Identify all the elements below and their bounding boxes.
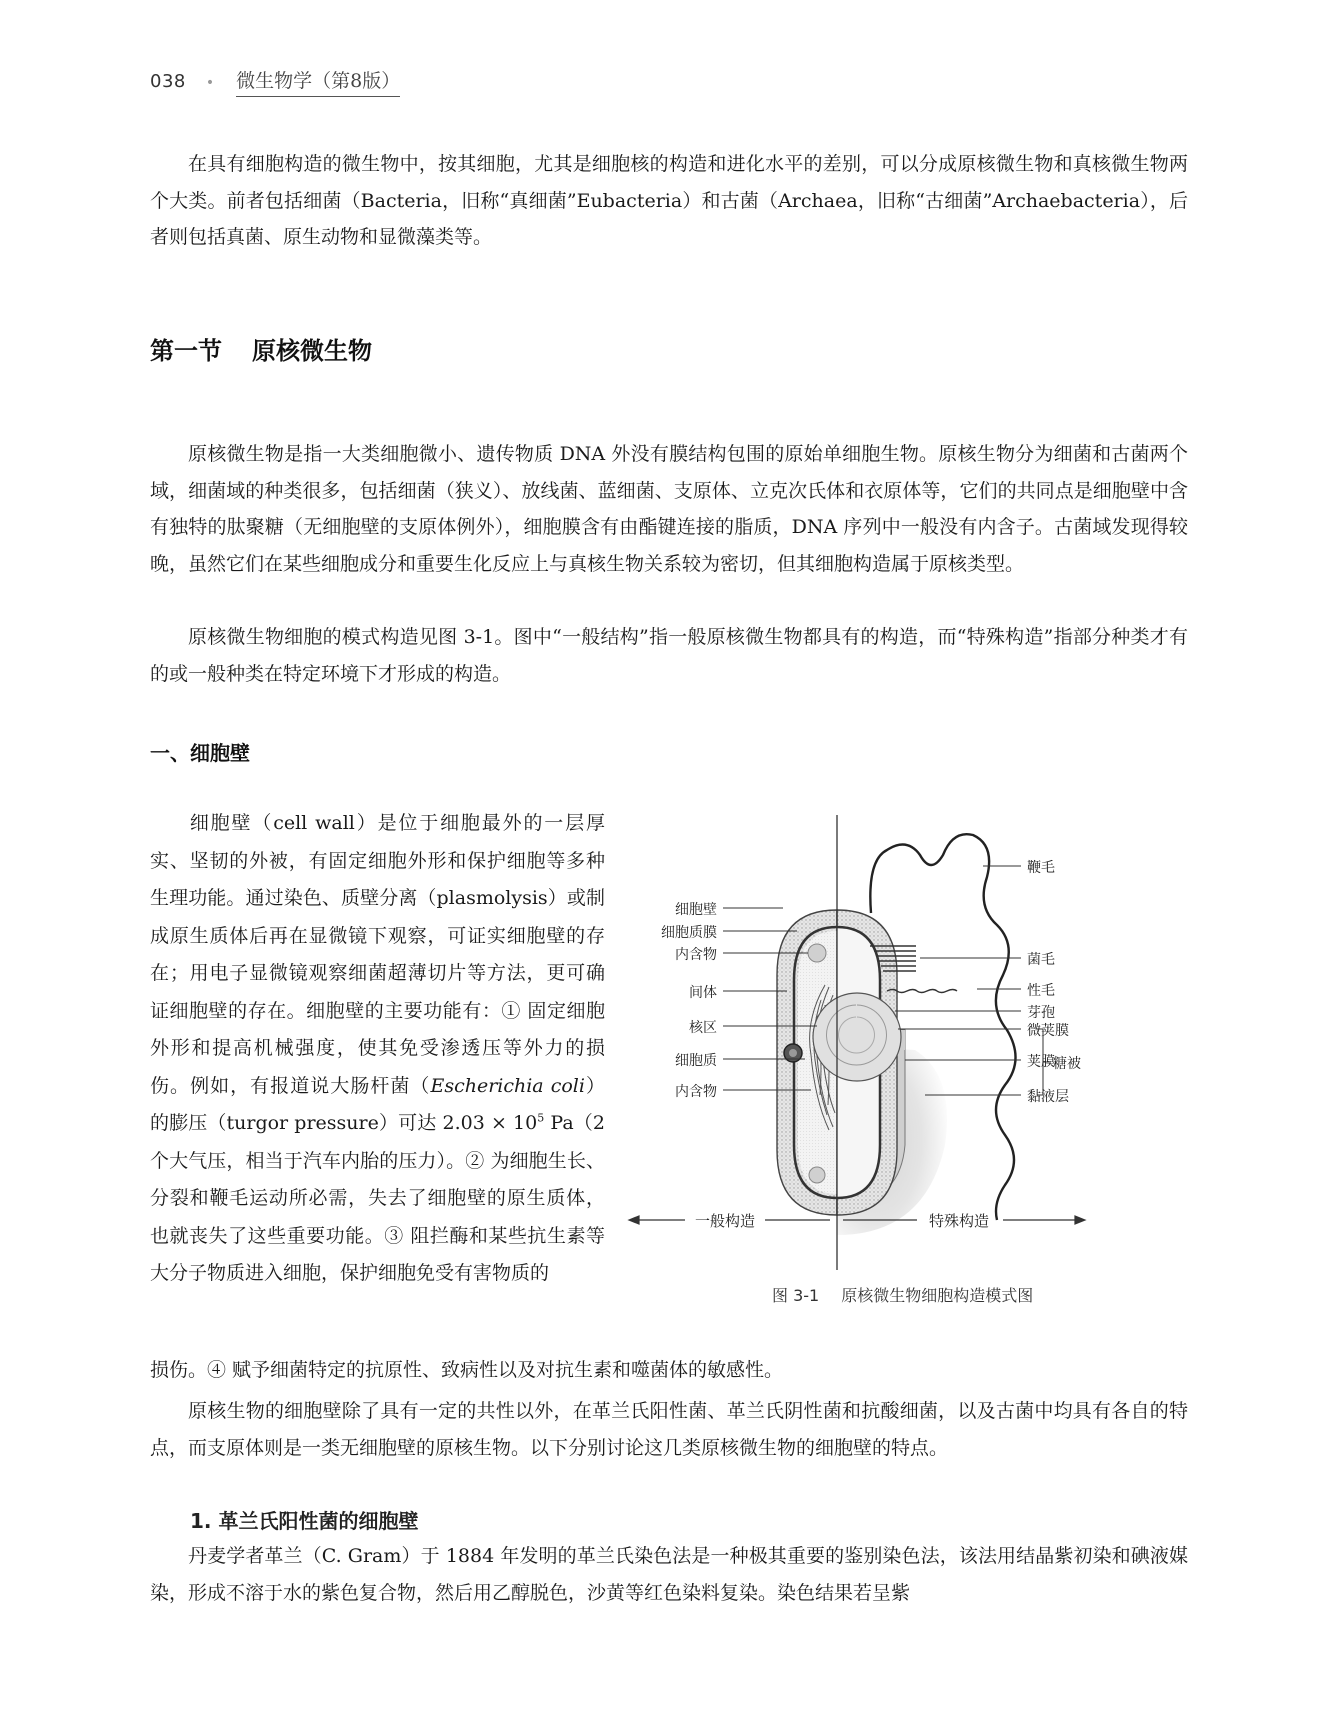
inclusion-bottom: [809, 1167, 825, 1183]
label-microcapsule: 微荚膜: [1027, 1023, 1069, 1039]
label-special-structure: 特殊构造: [925, 1210, 993, 1231]
subsubsection-heading: 1. 革兰氏阳性菌的细胞壁: [190, 1509, 419, 1533]
section-number: 第一节: [150, 337, 222, 365]
exponent: 5: [537, 1111, 545, 1125]
section-heading: [150, 331, 372, 366]
cell-wall-paragraph-2: 原核生物的细胞壁除了具有一定的共性以外，在革兰氏阳性菌、革兰氏阴性菌和抗酸细菌，以及古菌中均具有各自的特点，而支原体则是一类无细胞壁的原核生物。以下分别讨论这几类原核微生物的细胞壁的特点。: [150, 1400, 1188, 1459]
cell-structure-figure: [625, 815, 1105, 1285]
label-cytoplasm: 细胞质: [675, 1053, 717, 1069]
subsection-heading: 一、细胞壁: [150, 741, 250, 765]
label-fimbriae: 菌毛: [1027, 952, 1055, 968]
section-title: 原核微生物: [252, 337, 372, 365]
label-inclusion-top: 内含物: [675, 947, 717, 963]
header-separator: •: [205, 75, 215, 91]
label-flagellum: 鞭毛: [1027, 860, 1055, 876]
cell-wall-text-1: 细胞壁（cell wall）是位于细胞最外的一层厚实、坚韧的外被，有固定细胞外形和保护细胞等多种生理功能。通过染色、质壁分离（plasmolysis）或制成原生质体后再在显微镜下观察，可证实细胞壁的存在；用电子显微镜观察细菌超薄切片等方法，更可确证细胞壁的存在。细胞壁的主要功能有：① 固定细胞外形和提高机械强度，使其免受渗透压等外力的损伤。例如，有报道说大肠杆菌（: [150, 812, 605, 1097]
intro-paragraph: 在具有细胞构造的微生物中，按其细胞，尤其是细胞核的构造和进化水平的差别，可以分成原核微生物和真核微生物两个大类。前者包括细菌（Bacteria，旧称“真细菌”Eubacteria）和古菌（Archaea，旧称“古细菌”Archaebacteria），后者则包括真菌、原生动物和显微藻类等。: [150, 153, 1188, 248]
label-cell-wall: 细胞壁: [675, 902, 717, 918]
figure-caption-text: 原核微生物细胞构造模式图: [841, 1286, 1034, 1305]
cell-wall-paragraph: [150, 805, 605, 1293]
label-glycocalyx: 糖被: [1053, 1056, 1081, 1072]
cell-wall-text-2: ）的膨压（turgor pressure）可达 2.03 × 10: [150, 1074, 605, 1134]
label-slime-layer: 黏液层: [1027, 1089, 1069, 1105]
label-sex-pilus: 性毛: [1027, 983, 1055, 999]
gram-paragraph: 丹麦学者革兰（C. Gram）于 1884 年发明的革兰氏染色法是一种极其重要的鉴别染色法，该法用结晶紫初染和碘液媒染，形成不溶于水的紫色复合物，然后用乙醇脱色，沙黄等红色染料复染。染色结果若呈紫: [150, 1545, 1188, 1604]
running-header: [150, 66, 400, 96]
label-mesosome: 间体: [689, 985, 717, 1001]
label-general-structure: 一般构造: [691, 1210, 759, 1231]
label-spore: 芽孢: [1027, 1005, 1055, 1021]
page-number: 038: [150, 71, 186, 92]
label-capsule: 荚膜: [1027, 1054, 1055, 1070]
cell-wall-text-3: Pa（2 个大气压，相当于汽车内胎的压力）。② 为细胞生长、分裂和鞭毛运动所必需，失去了细胞壁的原生质体，也就丧失了这些重要功能。③ 阻拦酶和某些抗生素等大分子物质进入细胞，保护细胞免受有害物质的: [150, 1112, 605, 1284]
species-name: Escherichia coli: [430, 1074, 585, 1097]
figure-number: 图 3-1: [772, 1286, 820, 1305]
cell-wall-continuation: 损伤。④ 赋予细菌特定的抗原性、致病性以及对抗生素和噬菌体的敏感性。: [150, 1359, 784, 1381]
section-paragraph-1: 原核微生物是指一大类细胞微小、遗传物质 DNA 外没有膜结构包围的原始单细胞生物。原核生物分为细菌和古菌两个域，细菌域的种类很多，包括细菌（狭义）、放线菌、蓝细菌、支原体、立克次氏体和衣原体等，它们的共同点是细胞壁中含有独特的肽聚糖（无细胞壁的支原体例外），细胞膜含有由酯键连接的脂质，DNA 序列中一般没有内含子。古菌域发现得较晚，虽然它们在某些细胞成分和重要生化反应上与真核生物关系较为密切，但其细胞构造属于原核类型。: [150, 443, 1188, 575]
label-inclusion-bottom: 内含物: [675, 1084, 717, 1100]
figure-caption: [772, 1283, 1033, 1306]
inclusion-top: [808, 944, 826, 962]
label-cell-membrane: 细胞质膜: [661, 925, 717, 941]
section-paragraph-2: 原核微生物细胞的模式构造见图 3-1。图中“一般结构”指一般原核微生物都具有的构造，而“特殊构造”指部分种类才有的或一般种类在特定环境下才形成的构造。: [150, 626, 1188, 685]
label-nucleoid: 核区: [689, 1020, 717, 1036]
book-title: 微生物学（第8版）: [236, 66, 400, 97]
